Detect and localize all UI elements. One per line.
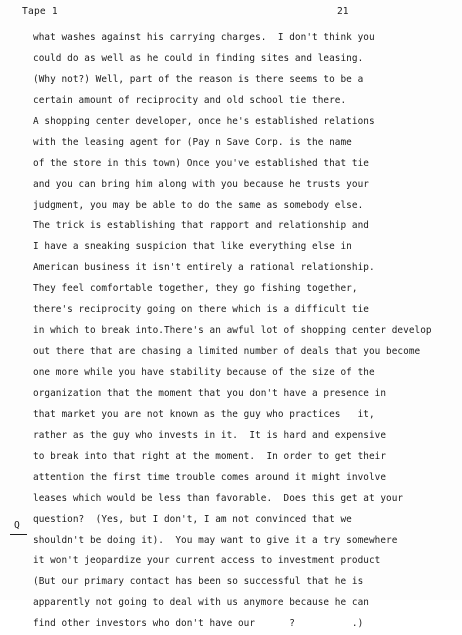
text-line: The trick is establishing that rapport and relationship and: [33, 220, 369, 232]
text-line: apparently not going to deal with us anymore because he can: [33, 597, 369, 609]
margin-question-mark: Q: [14, 520, 20, 531]
text-line: of the store in this town) Once you've established that tie: [33, 157, 369, 169]
text-line: to break into that right at the moment. In order to get their: [33, 450, 387, 462]
transcript-body: [33, 28, 462, 635]
text-line: organization that the moment that you don't have a presence in: [33, 387, 387, 399]
text-line: A shopping center developer, once he's established relations: [33, 115, 375, 127]
text-line: what washes against his carrying charges. I don't think you: [33, 32, 375, 43]
text-line: rather as the guy who invests in it. It is hard and expensive: [33, 429, 387, 441]
text-line: judgment, you may be able to do the same as somebody else.: [33, 199, 364, 211]
text-line: find other investors who don't have our ? .): [33, 618, 364, 630]
text-line: question? (Yes, but I don't, I am not convinced that we: [33, 513, 352, 525]
page-number: 21: [337, 6, 349, 17]
text-line: leases which would be less than favorable. Does this get at your: [33, 492, 404, 504]
text-line: out there that are chasing a limited number of deals that you become: [33, 346, 421, 358]
text-line: (Why not?) Well, part of the reason is there seems to be a: [33, 73, 364, 85]
text-line: shouldn't be doing it). You may want to give it a try somewhere: [33, 534, 398, 546]
text-line: it won't jeopardize your current access to investment product: [33, 555, 381, 567]
text-line: in which to break into.There's an awful lot of shopping center develop: [33, 325, 432, 337]
text-line: American business it isn't entirely a rational relationship.: [33, 262, 375, 274]
text-line: attention the first time trouble comes around it might involve: [33, 471, 387, 483]
text-line: could do as well as he could in finding sites and leasing.: [33, 52, 364, 64]
text-line: (But our primary contact has been so successful that he is: [33, 576, 364, 588]
text-line: that market you are not known as the guy who practices it,: [33, 408, 375, 420]
text-line: I have a sneaking suspicion that like everything else in: [33, 241, 352, 253]
text-line: certain amount of reciprocity and old school tie there.: [33, 94, 347, 106]
text-line: with the leasing agent for (Pay n Save Corp. is the name: [33, 136, 352, 148]
text-line: one more while you have stability because of the size of the: [33, 367, 375, 378]
tape-label: Tape 1: [22, 6, 58, 17]
margin-mark-underline: [10, 534, 27, 535]
text-line: They feel comfortable together, they go fishing together,: [33, 283, 358, 295]
text-line: there's reciprocity going on there which is a difficult tie: [33, 304, 369, 316]
text-line: and you can bring him along with you because he trusts your: [33, 178, 369, 190]
